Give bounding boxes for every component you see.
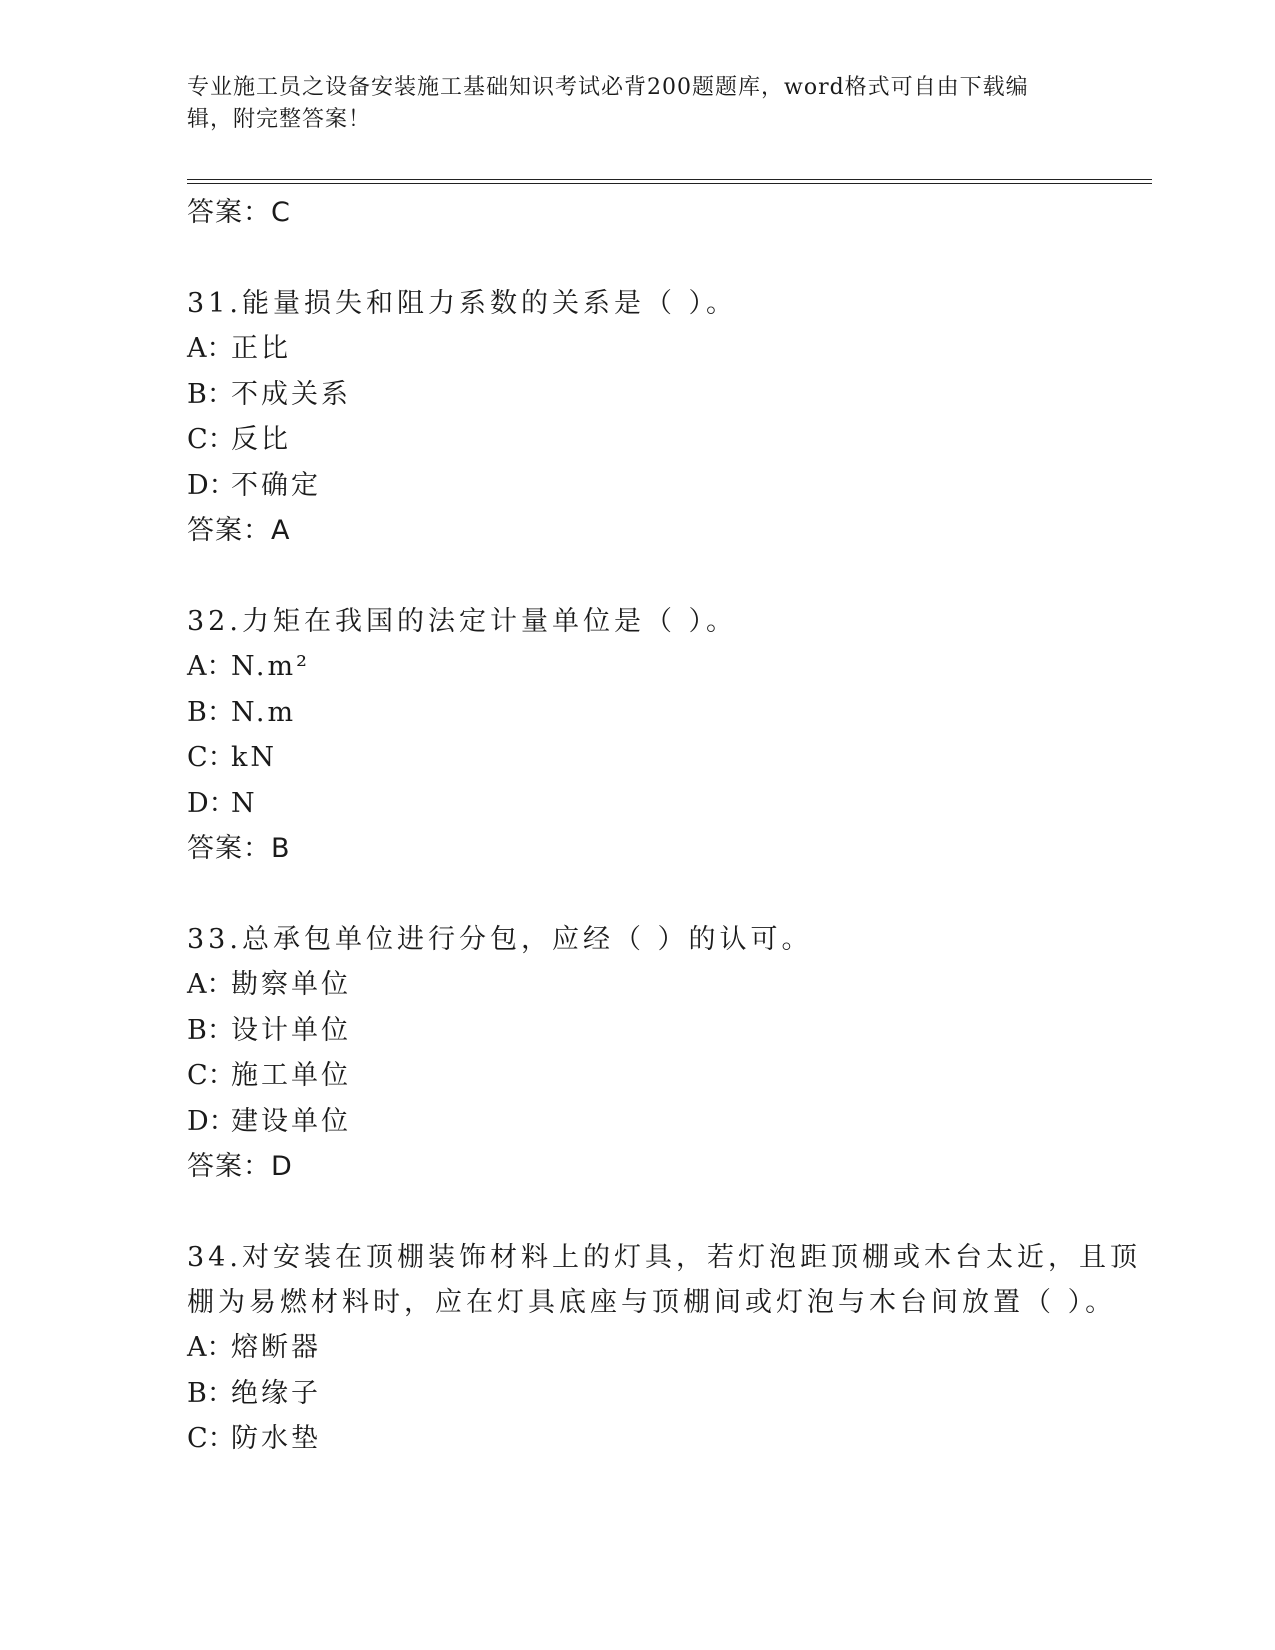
option-key: D：: [187, 469, 236, 501]
option-text: 施工单位: [231, 1060, 351, 1091]
option-text: 不成关系: [231, 378, 351, 410]
option-text: 正比: [231, 333, 291, 364]
option-text: 熔断器: [231, 1332, 321, 1363]
option-b: [187, 1371, 1152, 1417]
option-key: B：: [187, 1377, 234, 1409]
option-key: A：: [187, 969, 234, 1000]
option-c: [187, 417, 1152, 463]
option-c: [187, 735, 1152, 781]
option-text: 绝缘子: [231, 1377, 321, 1409]
option-text: 防水垫: [231, 1423, 321, 1454]
option-key: B：: [187, 696, 234, 728]
option-key: C：: [187, 1423, 235, 1454]
option-a: [187, 326, 1152, 372]
option-key: C：: [187, 742, 235, 773]
answer-line: 答案：B: [187, 833, 291, 864]
option-key: A：: [187, 1332, 234, 1363]
option-text: N.m: [231, 696, 297, 728]
option-d: [187, 1099, 1152, 1145]
spacer: [187, 553, 1152, 599]
spacer: [187, 871, 1152, 917]
question-text: 31.能量损失和阻力系数的关系是（ ）。: [187, 288, 738, 319]
document-header: [187, 72, 1067, 136]
header-divider-bottom: [187, 183, 1152, 184]
question-text: 32.力矩在我国的法定计量单位是（ ）。: [187, 606, 738, 637]
question-list: [187, 190, 1152, 1462]
option-key: D：: [187, 1105, 236, 1137]
option-c: [187, 1053, 1152, 1099]
document-title: 专业施工员之设备安装施工基础知识考试必背200题题库，word格式可自由下载编辑，附完整答案！: [187, 75, 1029, 132]
header-divider-top: [187, 179, 1152, 180]
option-c: [187, 1416, 1152, 1462]
option-key: B：: [187, 1014, 234, 1046]
question-block-31: [187, 281, 1152, 553]
option-key: D：: [187, 787, 236, 819]
option-key: B：: [187, 378, 234, 410]
option-key: C：: [187, 1060, 235, 1091]
question-text: 33.总承包单位进行分包，应经（ ）的认可。: [187, 924, 813, 955]
option-a: [187, 962, 1152, 1008]
question-block-33: [187, 917, 1152, 1189]
option-a: [187, 1325, 1152, 1371]
option-b: [187, 1008, 1152, 1054]
option-text: kN: [231, 742, 277, 773]
option-text: 反比: [231, 424, 291, 455]
answer-line: 答案：A: [187, 515, 291, 546]
option-key: A：: [187, 651, 234, 682]
question-text: 34.对安装在顶棚装饰材料上的灯具，若灯泡距顶棚或木台太近，且顶棚为易燃材料时，应在灯具底座与顶棚间或灯泡与木台间放置（ ）。: [187, 1242, 1141, 1318]
option-a: [187, 644, 1152, 690]
spacer: [187, 235, 1152, 281]
option-text: 设计单位: [231, 1014, 351, 1046]
spacer: [187, 1189, 1152, 1235]
option-text: 勘察单位: [231, 969, 351, 1000]
answer-line: 答案：C: [187, 197, 291, 228]
option-b: [187, 372, 1152, 418]
option-text: 建设单位: [231, 1105, 351, 1137]
answer-line: 答案：D: [187, 1151, 293, 1182]
option-key: A：: [187, 333, 234, 364]
option-b: [187, 690, 1152, 736]
option-d: [187, 463, 1152, 509]
question-block-34: [187, 1235, 1152, 1462]
option-key: C：: [187, 424, 235, 455]
option-text: N.m²: [231, 651, 310, 682]
option-text: 不确定: [231, 469, 321, 501]
option-d: [187, 781, 1152, 827]
option-text: N: [231, 787, 258, 819]
question-block-32: [187, 599, 1152, 871]
